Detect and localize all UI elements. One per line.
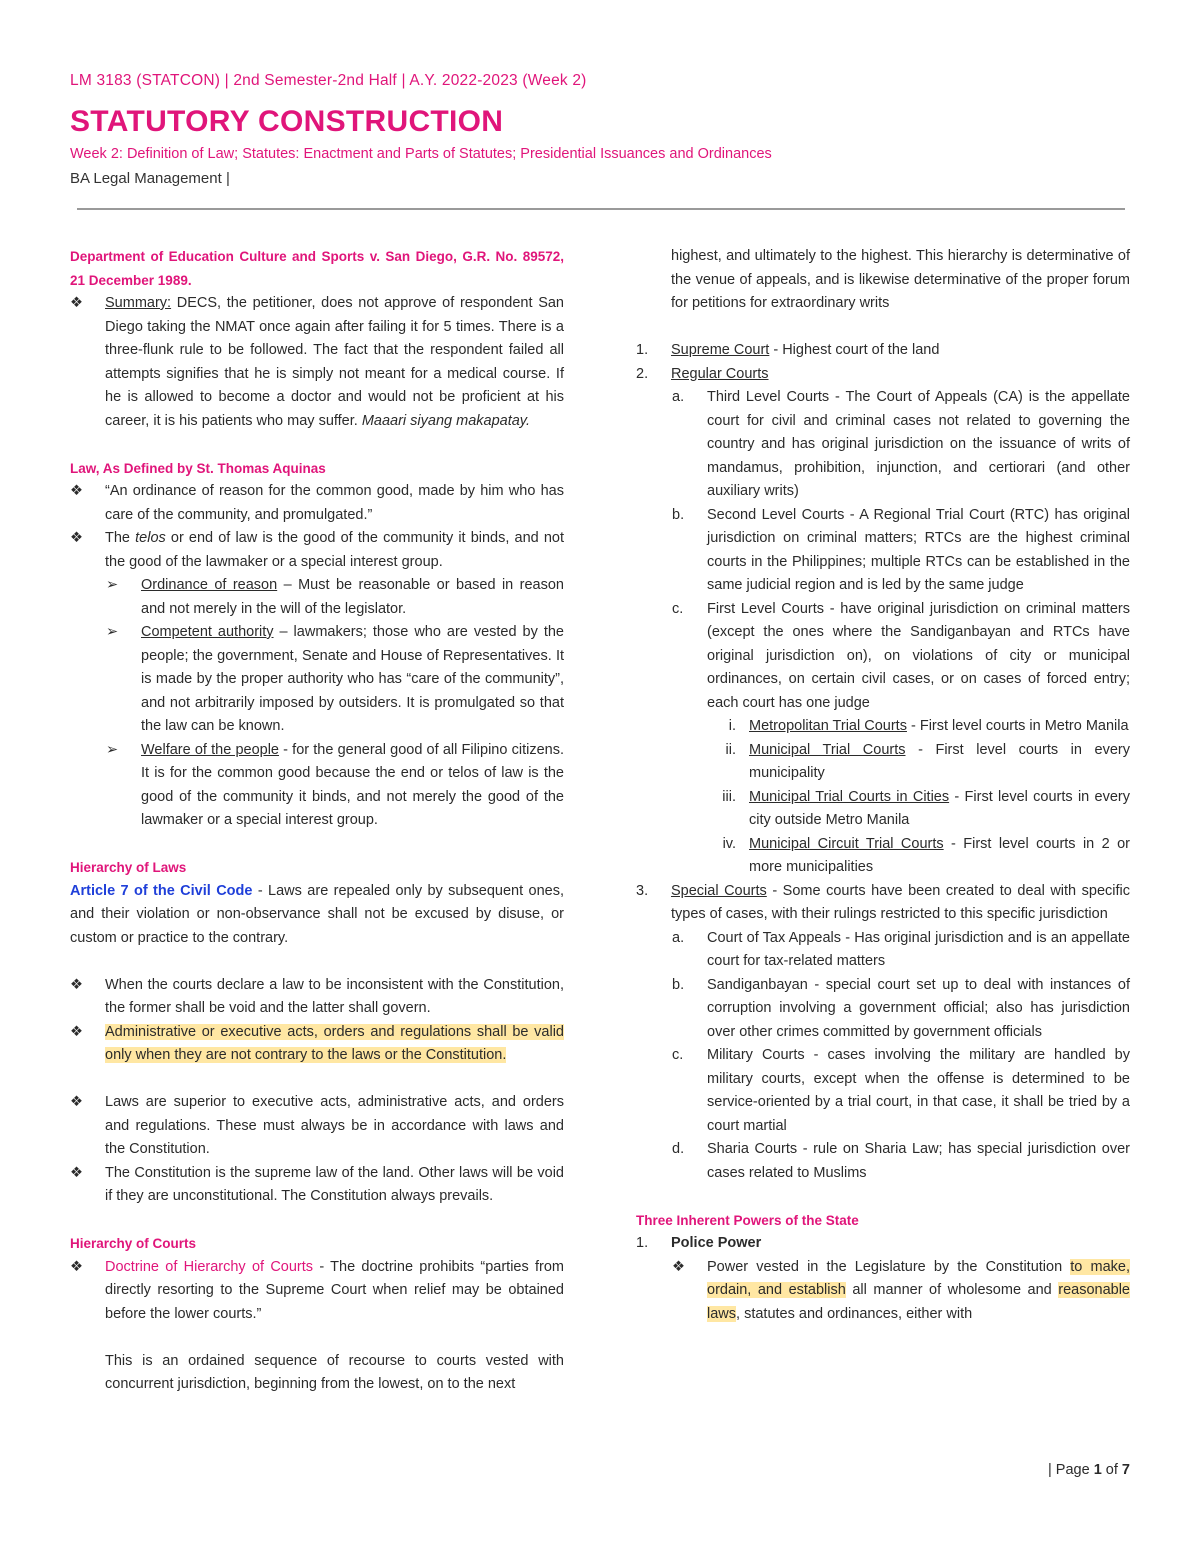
highlighted-text: to make, ordain, and establish: [707, 1258, 1130, 1298]
diamond-bullet-icon: ❖: [70, 1258, 83, 1275]
list-item-police-power: 1. Police Power: [636, 1235, 762, 1251]
summary-text: DECS, the petitioner, does not approve of respondent San Diego taking the NMAT once again after failing it for 5 times. There is a three-flunk rule to be followed. The fact that the respondent failed all attempts signifies that he is simply not meant for a medical course. If he is allowed to become a doctor and would not be proficient at his career, it is his patients who may suffer.: [105, 295, 564, 429]
list-item-cta: a. Court of Tax Appeals - Has original jurisdiction and is an appellate court for tax-related matters: [672, 929, 1130, 969]
doctrine-bullet: ❖ Doctrine of Hierarchy of Courts - The doctrine prohibits “parties from directly resorting to the Supreme Court when relief may be obtained before the lower courts.”: [70, 1256, 564, 1327]
list-item-third-level: a. Third Level Courts - The Court of Appeals (CA) is the appellate court for civil and criminal cases not related to governing the country and has original jurisdiction on the issuance of writs of mandamus, prohibition, injunction, and certiorari (and other auxiliary writs): [672, 389, 1130, 499]
powers-heading: Three Inherent Powers of the State: [636, 1212, 859, 1228]
special-courts-label: Special Courts: [671, 882, 767, 899]
doctrine-paragraph: This is an ordained sequence of recourse to courts vested with concurrent jurisdiction, beginning from the lowest, on to the next: [105, 1352, 564, 1392]
list-item-supreme-court: 1. Supreme Court - Highest court of the land: [636, 342, 940, 358]
list-item-mtc-metro: i. Metropolitan Trial Courts - First level courts in Metro Manila: [728, 718, 1129, 734]
page-subtitle: Week 2: Definition of Law; Statutes: Enactment and Parts of Statutes; Presidential Issuances and Ordinances: [70, 146, 772, 162]
ordinance-label: Ordinance of reason: [141, 577, 278, 593]
telos-bullet: ❖ The telos or end of law is the good of the community it binds, and not the good of the lawmaker or a special interest group.: [70, 527, 564, 574]
welfare-subbullet: ➢ Welfare of the people - for the general good of all Filipino citizens. It is for the common good because the end or telos of law is the good of the community it binds, and not merely the good of the lawmaker or a special interest group.: [70, 739, 564, 833]
list-item-sharia: d. Sharia Courts - rule on Sharia Law; has special jurisdiction over cases related to Muslims: [672, 1141, 1130, 1181]
laws-bullet-4: ❖ The Constitution is the supreme law of the land. Other laws will be void if they are unconstitutional. The Constitution always prevails.: [70, 1162, 564, 1209]
diamond-bullet-icon: ❖: [70, 295, 83, 311]
laws-bullet-2: [70, 1021, 564, 1068]
competent-subbullet: ➢ Competent authority – lawmakers; those who are vested by the people; the government, Senate and House of Representatives. It is made by the proper authority who has “care of the community”, and not arbitrarily imposed by outsiders. It is promulgated so that the law can be known.: [70, 621, 564, 739]
list-item-second-level: b. Second Level Courts - A Regional Trial Court (RTC) has original jurisdiction on criminal matters; RTCs are the highest criminal courts in the Philippines; multiple RTCs can be established in the same judicial region and is led by the same judge: [672, 506, 1130, 593]
highlighted-text: reasonable laws: [707, 1282, 1130, 1322]
competent-label: Competent authority: [141, 624, 274, 640]
police-power-bullet: ❖ Power vested in the Legislature by the Constitution to make, ordain, and establish all manner of wholesome and reasonable laws, statutes and ordinances, either with: [636, 1256, 1130, 1327]
diamond-bullet-icon: ❖: [70, 483, 83, 499]
diamond-bullet-icon: ❖: [70, 1164, 83, 1181]
arrow-bullet-icon: ➢: [106, 624, 119, 640]
doctrine-continued: highest, and ultimately to the highest. This hierarchy is determinative of the venue of appeals, and is likewise determinative of the proper forum for petitions for extraordinary writs: [671, 248, 1130, 311]
left-column: [70, 245, 564, 1397]
summary-bullet: [70, 292, 564, 433]
diamond-bullet-icon: ❖: [70, 530, 83, 546]
telos-term: telos: [135, 530, 166, 546]
case-title: Department of Education Culture and Sports v. San Diego, G.R. No. 89572, 21 December 1989.: [70, 249, 564, 288]
list-item-mtc: ii. Municipal Trial Courts - First level courts in every municipality: [725, 741, 1130, 781]
list-item-mctc: iv. Municipal Circuit Trial Courts - First level courts in 2 or more municipalities: [722, 835, 1130, 875]
aquinas-heading: Law, As Defined by St. Thomas Aquinas: [70, 460, 326, 476]
doctrine-label: Doctrine of Hierarchy of Courts: [105, 1258, 314, 1275]
list-item-military: c. Military Courts - cases involving the military are handled by military courts, except when the offense is determined to be service-oriented by a trial court, in that case, it shall be tried by a court martial: [672, 1047, 1130, 1134]
course-line: LM 3183 (STATCON) | 2nd Semester-2nd Half | A.Y. 2022-2023 (Week 2): [70, 72, 587, 89]
diamond-bullet-icon: ❖: [70, 1094, 83, 1110]
summary-italic: Maaari siyang makapatay.: [361, 412, 531, 429]
highlighted-text: Administrative or executive acts, orders and regulations shall be valid only when they are not contrary to the laws or the Constitution.: [105, 1023, 564, 1063]
arrow-bullet-icon: ➢: [106, 577, 119, 593]
list-item-sandiganbayan: b. Sandiganbayan - special court set up to deal with instances of corruption involving a government official; also has jurisdiction over other crimes committed by government officials: [672, 976, 1130, 1040]
laws-bullet-3: ❖ Laws are superior to executive acts, administrative acts, and orders and regulations. These must always be in accordance with laws and the Constitution.: [70, 1091, 564, 1162]
diamond-bullet-icon: ❖: [70, 1023, 83, 1040]
diamond-bullet-icon: ❖: [70, 976, 83, 993]
list-item-mtcc: iii. Municipal Trial Courts in Cities - First level courts in every city outside Metro Manila: [722, 788, 1130, 828]
list-item-first-level: c. First Level Courts - have original jurisdiction on criminal matters (except the ones where the Sandiganbayan and RTCs have original jurisdiction on), on violations of city or municipal ordinances, on certain civil cases, or on cases of forced entry; each court has one judge: [672, 600, 1130, 711]
header-divider: [77, 208, 1125, 210]
hierarchy-courts-heading: Hierarchy of Courts: [70, 1236, 197, 1251]
hierarchy-laws-heading: Hierarchy of Laws: [70, 860, 187, 875]
ordinance-subbullet: ➢ Ordinance of reason – Must be reasonable or based in reason and not merely in the will of the legislator.: [70, 574, 564, 621]
welfare-label: Welfare of the people: [141, 741, 279, 758]
supreme-court-label: Supreme Court: [671, 342, 770, 358]
regular-courts-label: Regular Courts: [671, 365, 769, 382]
diamond-bullet-icon: ❖: [672, 1258, 685, 1275]
aquinas-quote-bullet: [70, 480, 564, 527]
right-column: [636, 245, 1130, 1326]
page-number: | Page 1 of 7: [1047, 1462, 1130, 1478]
program-line: BA Legal Management |: [70, 170, 230, 187]
arrow-bullet-icon: ➢: [106, 741, 119, 758]
aquinas-quote: “An ordinance of reason for the common good, made by him who has care of the community, and promulgated.”: [105, 483, 564, 523]
article7-label: Article 7 of the Civil Code: [70, 882, 253, 899]
list-item-special-courts: 3. Special Courts - Some courts have been created to deal with specific types of cases, with their rulings restricted to this specific jurisdiction: [636, 882, 1130, 922]
article7-paragraph: Article 7 of the Civil Code - Laws are repealed only by subsequent ones, and their violation or non-observance shall not be excused by disuse, or custom or practice to the contrary.: [70, 882, 564, 946]
laws-bullet-1: ❖ When the courts declare a law to be inconsistent with the Constitution, the former shall be void and the latter shall govern.: [70, 974, 564, 1021]
police-power-label: Police Power: [671, 1235, 762, 1251]
summary-label: Summary:: [105, 295, 172, 311]
page-title: STATUTORY CONSTRUCTION: [70, 105, 504, 138]
list-item-regular-courts: 2. Regular Courts: [636, 365, 769, 382]
page-header: [70, 72, 1130, 187]
